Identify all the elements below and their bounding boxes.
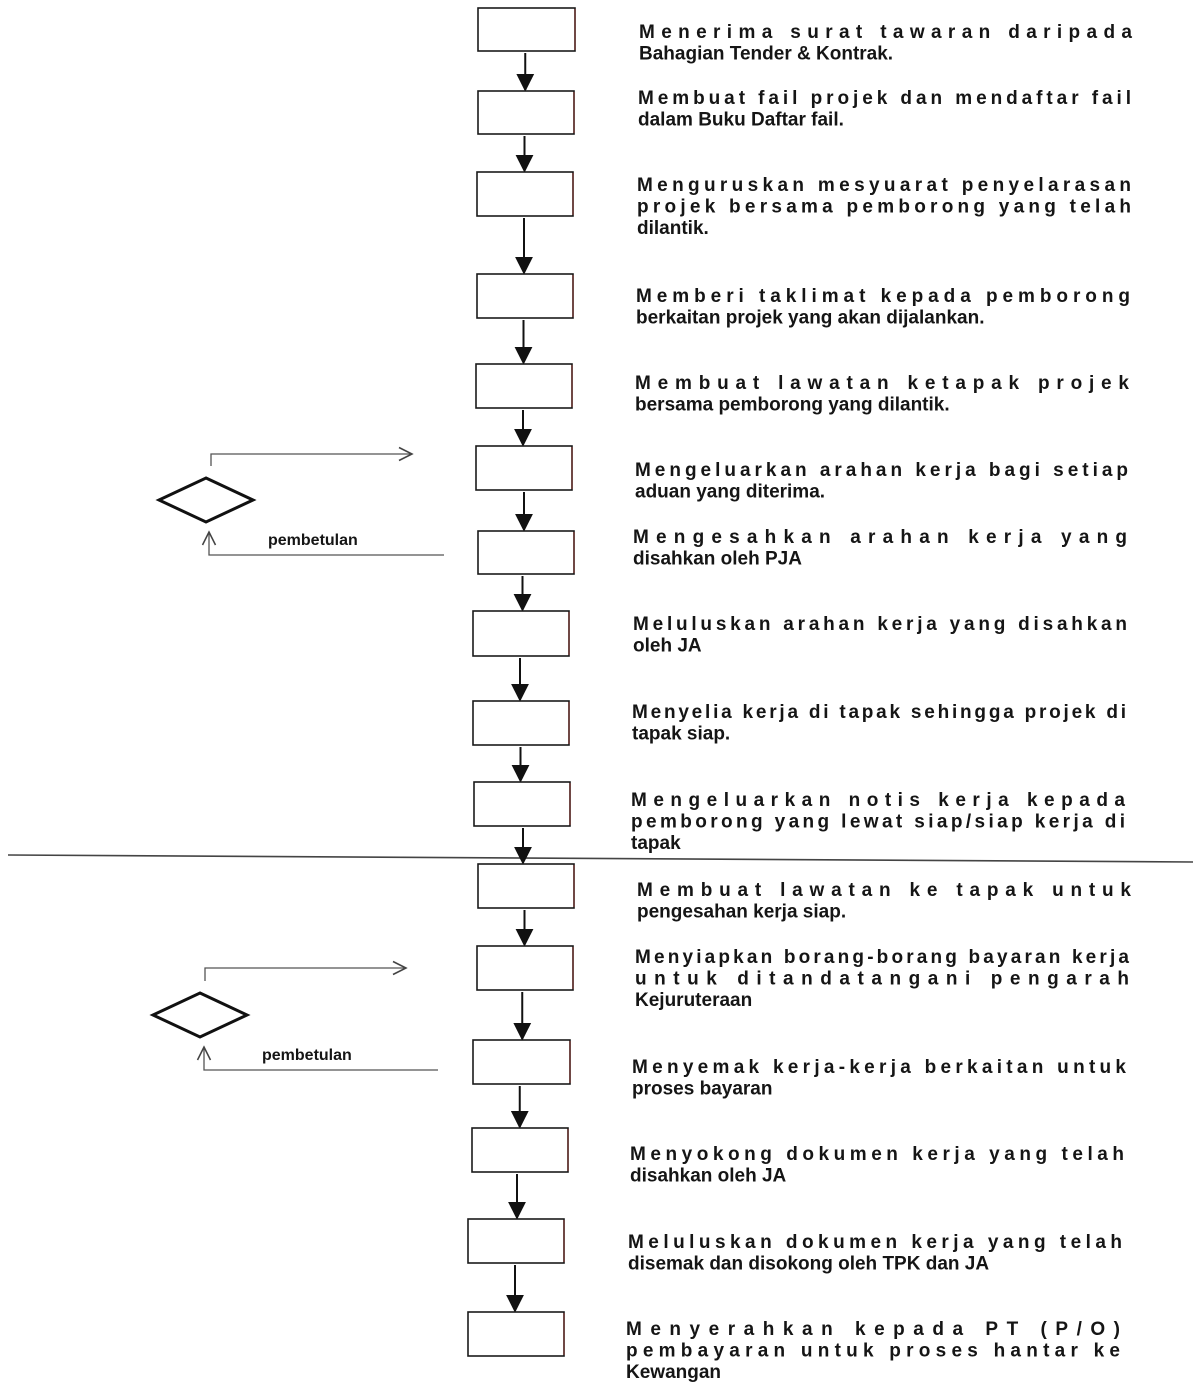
step-3-line-3: dilantik. [637,218,709,239]
step-7-line-2: disahkan oleh PJA [633,548,802,570]
process-box-8 [473,611,569,656]
process-box-2 [478,91,574,134]
step-1-line-2: Bahagian Tender & Kontrak. [639,43,894,65]
section-divider [8,855,1193,862]
process-box-6 [476,446,572,490]
step-15-line-1: Meluluskan dokumen kerja yang telah [628,1232,1122,1253]
process-box-3 [477,172,573,216]
step-9-line-2: tapak siap. [632,723,731,745]
process-box-13 [473,1040,570,1084]
process-box-5 [476,364,572,408]
step-13-line-1: Menyemak kerja-kerja berkaitan untuk [632,1057,1126,1078]
step-4-line-1: Memberi taklimat kepada pemborong [636,286,1130,307]
step-16-line-1: Menyerahkan kepada PT (P/O) [626,1319,1120,1340]
step-3-line-1: Menguruskan mesyuarat penyelarasan [637,175,1131,196]
step-16-line-2: pembayaran untuk proses hantar ke [626,1340,1120,1362]
step-3-line-2: projek bersama pemborong yang telah [637,196,1131,218]
step-12-line-1: Menyiapkan borang-borang bayaran kerja [635,947,1129,968]
step-2-line-1: Membuat fail projek dan mendaftar fail [638,88,1131,109]
process-box-1 [478,8,575,51]
process-box-4 [477,274,573,318]
step-11-line-2: pengesahan kerja siap. [637,901,847,923]
step-15-line-2: disemak dan disokong oleh TPK dan JA [628,1253,990,1275]
step-1-line-1: Menerima surat tawaran daripada [639,22,1132,43]
step-2-line-2: dalam Buku Daftar fail. [638,109,844,131]
decision-label-1: pembetulan [268,532,358,549]
process-box-15 [468,1219,564,1263]
step-13-line-2: proses bayaran [632,1078,773,1100]
step-6-line-1: Mengeluarkan arahan kerja bagi setiap [635,460,1128,481]
step-12-line-2: untuk ditandatangani pengarah [635,968,1129,990]
step-16-line-3: Kewangan [626,1362,722,1382]
decision-diamond-1 [159,478,253,522]
decision-out-arrow-1 [211,454,412,466]
step-10-line-3: tapak [631,833,681,854]
step-7-line-1: Mengesahkan arahan kerja yang [633,527,1127,548]
step-12-line-3: Kejuruteraan [635,990,753,1011]
process-box-7 [478,531,574,574]
process-box-14 [472,1128,568,1172]
process-box-11 [478,864,574,908]
step-8-line-1: Meluluskan arahan kerja yang disahkan [633,614,1127,635]
step-11-line-1: Membuat lawatan ke tapak untuk [637,880,1131,901]
step-10-line-1: Mengeluarkan notis kerja kepada [631,790,1125,811]
step-10-line-2: pemborong yang lewat siap/siap kerja di [631,811,1125,833]
step-14-line-1: Menyokong dokumen kerja yang telah [630,1144,1124,1165]
step-14-line-2: disahkan oleh JA [630,1165,787,1187]
step-5-line-2: bersama pemborong yang dilantik. [635,394,950,416]
process-box-12 [477,946,573,990]
step-5-line-1: Membuat lawatan ketapak projek [635,373,1129,394]
step-6-line-2: aduan yang diterima. [635,481,826,503]
process-box-10 [474,782,570,826]
decision-diamond-2 [153,993,247,1037]
decision-label-2: pembetulan [262,1047,352,1064]
decision-out-arrow-2 [205,968,406,981]
process-box-9 [473,701,569,745]
step-8-line-2: oleh JA [633,635,702,657]
step-9-line-1: Menyelia kerja di tapak sehingga projek di [632,702,1126,723]
step-4-line-2: berkaitan projek yang akan dijalankan. [636,307,985,329]
process-box-16 [468,1312,564,1356]
